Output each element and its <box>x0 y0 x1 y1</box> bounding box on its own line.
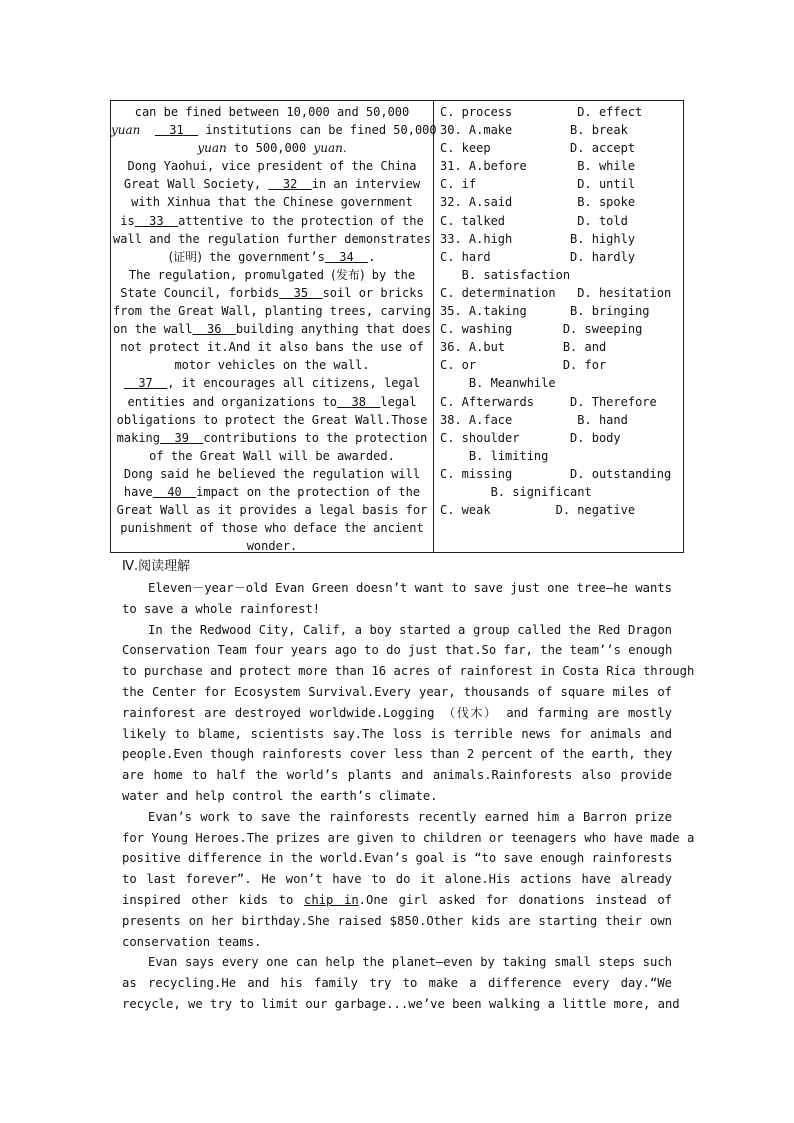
option-line: C. weak D. negative <box>440 503 636 518</box>
passage-line: can be fined between 10,000 and 50,000 <box>134 105 410 119</box>
reading-line: people.Even though rainforests cover less than 2 percent of the earth, they <box>122 747 673 762</box>
passage-line: punishment of those who deface the ancient <box>120 521 424 536</box>
blank-33: 33 <box>149 213 164 228</box>
option-line: C. hard D. hardly <box>440 249 636 264</box>
passage-line: obligations to protect the Great Wall.Those <box>116 412 428 427</box>
cloze-passage <box>111 103 437 555</box>
passage-line: (证明) the government’s 34 . <box>168 249 376 264</box>
cloze-table <box>110 100 684 553</box>
option-line: C. shoulder D. body <box>440 430 621 445</box>
reading-line: for Young Heroes.The prizes are given to children or teenagers who have made a <box>122 830 695 845</box>
passage-line: Great Wall as it provides a legal basis for <box>116 503 428 518</box>
reading-passage <box>122 578 695 1015</box>
option-line: C. washing D. sweeping <box>440 322 643 337</box>
blank-40: 40 <box>167 484 182 499</box>
passage-line: is 33 attentive to the protection of the <box>120 213 424 228</box>
section-heading: Ⅳ.阅读理解 <box>122 559 191 574</box>
option-line: 36. A.but B. and <box>440 340 607 355</box>
option-line: B. Meanwhile <box>440 376 556 391</box>
underlined-phrase: chip in <box>304 892 359 907</box>
reading-line: recycle, we try to limit our garbage...we’ve been walking a little more, and <box>122 996 680 1011</box>
passage-line: entities and organizations to 38 legal <box>127 394 417 409</box>
option-line: B. significant <box>440 484 592 499</box>
reading-line: likely to blame, scientists say.The loss is terrible news for animals and <box>122 726 672 741</box>
reading-line: to save a whole rainforest! <box>122 601 321 616</box>
reading-line: rainforest are destroyed worldwide.Logging （伐木） and farming are mostly <box>122 705 672 720</box>
blank-34: 34 <box>339 249 354 264</box>
reading-line: to purchase and protect more than 16 acres of rainforest in Costa Rica through <box>122 664 695 679</box>
reading-line: In the Redwood City, Calif, a boy started a group called the Red Dragon <box>148 622 672 637</box>
passage-line: with Xinhua that the Chinese government <box>131 195 413 210</box>
passage-line: yuan 31 institutions can be fined 50,000 <box>111 123 437 138</box>
passage-line: have 40 impact on the protection of the <box>123 484 421 499</box>
option-line: C. or D. for <box>440 358 607 373</box>
reading-line: as recycling.He and his family try to make a difference every day.“We <box>122 976 672 991</box>
reading-line: positive difference in the world.Evan’s goal is “to save enough rainforests <box>122 851 673 866</box>
option-line: C. Afterwards D. Therefore <box>440 394 657 409</box>
passage-line: motor vehicles on the wall. <box>174 358 370 373</box>
passage-line: making 39 contributions to the protection <box>116 430 428 445</box>
reading-line: the Center for Ecosystem Survival.Every year, thousands of square miles of <box>122 684 672 699</box>
option-line: 35. A.taking B. bringing <box>440 304 650 319</box>
passage-line: Dong said he believed the regulation will <box>123 466 421 481</box>
reading-line: inspired other kids to chip in.One girl asked for donations instead of <box>122 892 672 907</box>
passage-line: yuan to 500,000 yuan. <box>197 141 347 156</box>
passage-line: wall and the regulation further demonstrates <box>113 231 431 246</box>
passage-line: State Council, forbids 35 soil or bricks <box>120 285 424 300</box>
reading-line: are home to half the world’s plants and animals.Rainforests also provide <box>122 768 672 783</box>
column-divider <box>433 101 434 552</box>
reading-line: Evan’s work to save the rainforests recently earned him a Barron prize <box>148 809 672 824</box>
blank-37: 37 <box>138 376 153 391</box>
passage-line: of the Great Wall will be awarded. <box>149 448 395 463</box>
option-line: 31. A.before B. while <box>440 159 636 174</box>
passage-line: The regulation, promulgated (发布) by the <box>128 267 416 282</box>
reading-line: Eleven－year－old Evan Green doesn’t want to save just one tree—he wants <box>148 581 672 595</box>
blank-39: 39 <box>174 430 189 445</box>
blank-31: 31 <box>169 123 184 138</box>
option-line: B. satisfaction <box>440 267 571 282</box>
option-line: 30. A.make B. break <box>440 123 628 138</box>
blank-32: 32 <box>282 177 298 192</box>
option-line: 32. A.said B. spoke <box>440 195 636 210</box>
blank-36: 36 <box>206 322 222 337</box>
option-line: C. talked D. told <box>440 213 628 228</box>
option-line: B. limiting <box>440 448 549 463</box>
option-line: C. missing D. outstanding <box>440 466 672 481</box>
option-line: 33. A.high B. highly <box>440 231 636 246</box>
reading-line: conservation teams. <box>122 934 262 949</box>
cloze-options <box>440 103 680 519</box>
passage-line: Dong Yaohui, vice president of the China <box>127 159 417 174</box>
passage-line: on the wall 36 building anything that does <box>113 322 431 337</box>
option-line: C. determination D. hesitation <box>440 285 672 300</box>
blank-35: 35 <box>293 285 309 300</box>
blank-38: 38 <box>351 394 366 409</box>
option-line: 38. A.face B. hand <box>440 412 628 427</box>
reading-line: Evan says every one can help the planet—even by taking small steps such <box>148 955 672 970</box>
reading-line: to last forever”. He won’t have to do it alone.His actions have already <box>122 872 672 887</box>
passage-line: 37 , it encourages all citizens, legal <box>111 374 433 392</box>
reading-line: Conservation Team four years ago to do just that.So far, the team’’s enough <box>122 643 673 658</box>
passage-line: Great Wall Society, 32 in an interview <box>123 177 421 192</box>
option-line: C. keep D. accept <box>440 141 636 156</box>
option-line: C. process D. effect <box>440 105 643 119</box>
passage-line: not protect it.And it also bans the use of <box>120 340 424 355</box>
passage-line: wonder. <box>246 539 298 554</box>
reading-line: presents on her birthday.She raised $850.Other kids are starting their own <box>122 913 672 928</box>
reading-line: water and help control the earth’s climate. <box>122 788 438 803</box>
option-line: C. if D. until <box>440 177 636 192</box>
passage-line: from the Great Wall, planting trees, carving <box>113 304 431 319</box>
